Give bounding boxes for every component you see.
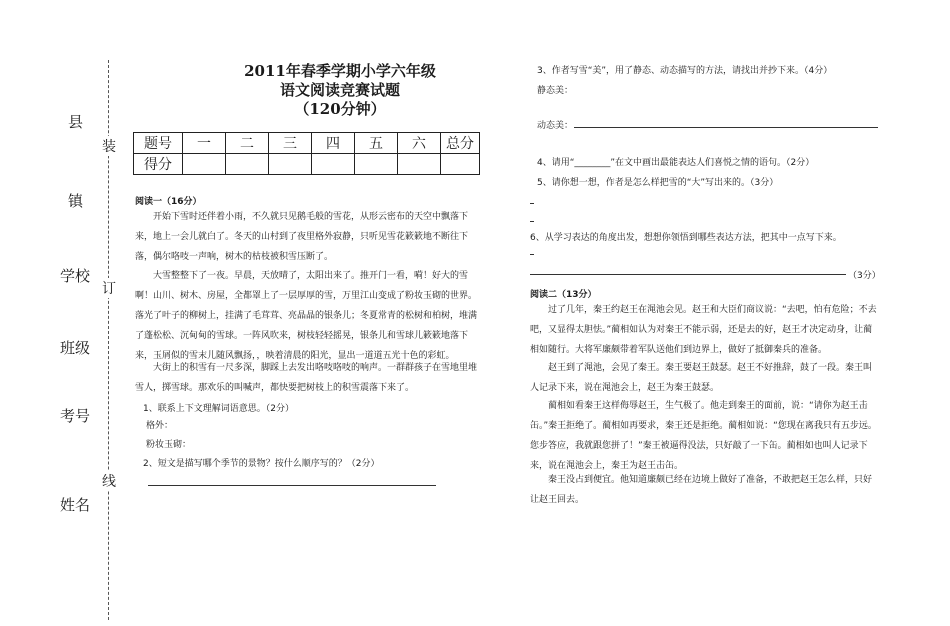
score-table-header-row [134,133,480,154]
score-table-score-row [134,154,480,175]
answer-line-q2[interactable] [148,485,436,486]
score-table-cell: 二 [226,133,269,154]
answer-mark [530,221,534,222]
question-1: 1、联系上下文理解词语意思。（2分） [143,404,294,414]
question-2: 2、短文是描写哪个季节的景物？按什么顺序写的？（2分） [143,459,380,469]
score-table-cell: 一 [183,133,226,154]
exam-title-line2: 语文阅读竞赛试题 [279,81,400,99]
county-field: 县 [68,113,84,131]
question-5: 5、请你想一想，作者是怎么样把雪的“大”写出来的。（3分） [537,178,779,188]
town-field: 镇 [68,192,84,210]
score-input-cell[interactable] [441,154,480,175]
score-input-cell[interactable] [269,154,312,175]
score-input-cell[interactable] [226,154,269,175]
exam-time-limit: （120分钟） [294,100,386,118]
answer-line-q3-dynamic[interactable] [574,127,878,128]
question-6: 6、从学习表达的角度出发，想想你领悟到哪些表达方法，把其中一点写下来。 [530,233,842,243]
score-input-cell[interactable] [312,154,355,175]
question-4: 4、请用“________”在文中画出最能表达人们喜悦之情的语句。（2分） [537,158,815,168]
seal-char-zhuang: 装 [102,136,116,156]
reading1-paragraph: 开始下雪时还伴着小雨，不久就只见鹅毛般的雪花，从形云密布的天空中飘落下来，地上一会儿就白了。冬天的山村到了夜里格外寂静，只听见雪花簌簌地不断往下落，偶尔咯吱一声响，树木的枯枝被积雪压断了。 [135,212,469,262]
score-table [133,132,480,175]
reading2-paragraph: 赵王到了渑池，会见了秦王。秦王要赵王鼓瑟。赵王不好推辞，鼓了一段。秦王叫人记录下来，说在渑池会上，赵王为秦王鼓瑟。 [530,363,873,393]
score-table-cell: 四 [312,133,355,154]
score-table-cell: 六 [398,133,441,154]
score-input-cell[interactable] [183,154,226,175]
reading2-paragraph: 蔺相如看秦王这样侮辱赵王，生气极了。他走到秦王的面前，说：“请你为赵王击缶。”秦王拒绝了。蔺相如再要求，秦王还是拒绝。蔺相如说：“您现在离我只有五步远。您步答应，我就跟您拼了！”秦王被逼得没法，只好敲了一下缶。蔺相如也叫人记录下来，说在渑池会上，秦王为赵王击缶。 [530,401,877,471]
score-input-cell[interactable] [398,154,441,175]
question-1-term-a: 格外： [146,421,174,431]
seal-char-xian: 线 [102,471,116,491]
score-table-cell: 五 [355,133,398,154]
score-table-cell: 题号 [134,133,183,154]
question-6-score: （3分） [848,271,881,281]
reading2-heading: 阅读二（13分） [530,290,597,300]
score-input-cell[interactable] [355,154,398,175]
score-table-cell: 得分 [134,154,183,175]
class-field: 班级 [60,339,91,357]
reading2-paragraph: 秦王没占到便宜。他知道廉颇已经在边境上做好了准备，不敢把赵王怎么样，只好让赵王回去。 [530,475,873,505]
question-3-static-label: 静态美： [537,86,574,96]
exam-title-line1: 2011年春季学期小学六年级 [244,62,436,80]
school-field: 学校 [60,267,91,285]
answer-mark [530,254,534,255]
score-table-cell: 总分 [441,133,480,154]
seal-char-ding: 订 [102,278,116,298]
answer-line-q6[interactable] [530,274,846,275]
reading2-paragraph: 过了几年，秦王约赵王在渑池会见。赵王和大臣们商议说：“去吧，怕有危险；不去吧，又显得太胆怯。”蔺相如认为对秦王不能示弱，还是去的好，赵王才决定动身，让蔺相如随行。大将军廉颇带着军队送他们到边界上，做好了抵御秦兵的准备。 [530,305,877,355]
reading1-paragraph: 大街上的积雪有一尺多深，脚踩上去发出咯吱咯吱的响声。一群群孩子在雪地里堆雪人，掷雪球。那欢乐的叫喊声，都快要把树枝上的积雪震落下来了。 [135,363,478,393]
question-1-term-b: 粉妆玉砌： [146,440,192,450]
reading1-heading: 阅读一（16分） [135,197,202,207]
score-table-cell: 三 [269,133,312,154]
exam-number-field: 考号 [60,407,91,425]
reading1-paragraph: 大雪整整下了一夜。早晨，天放晴了，太阳出来了。推开门一看，嗬！好大的雪啊！山川、树木、房屋，全都罩上了一层厚厚的雪，万里江山变成了粉妆玉砌的世界。落光了叶子的柳树上，挂满了毛茸茸、亮晶晶的银条儿；冬夏常青的松树和柏树，堆满了蓬松松、沉甸甸的雪球。一阵风吹来，树枝轻轻摇晃，银条儿和雪球儿簌簌地落下来，玉屑似的雪末儿随风飘扬，，映着清晨的阳光，显出一道道五光十色的彩虹。 [135,271,478,361]
question-3: 3、作者写雪“美”，用了静态、动态描写的方法，请找出并抄下来。（4分） [537,66,833,76]
name-field: 姓名 [60,496,91,514]
question-3-dynamic-label: 动态美： [537,121,574,131]
answer-mark [530,203,534,204]
